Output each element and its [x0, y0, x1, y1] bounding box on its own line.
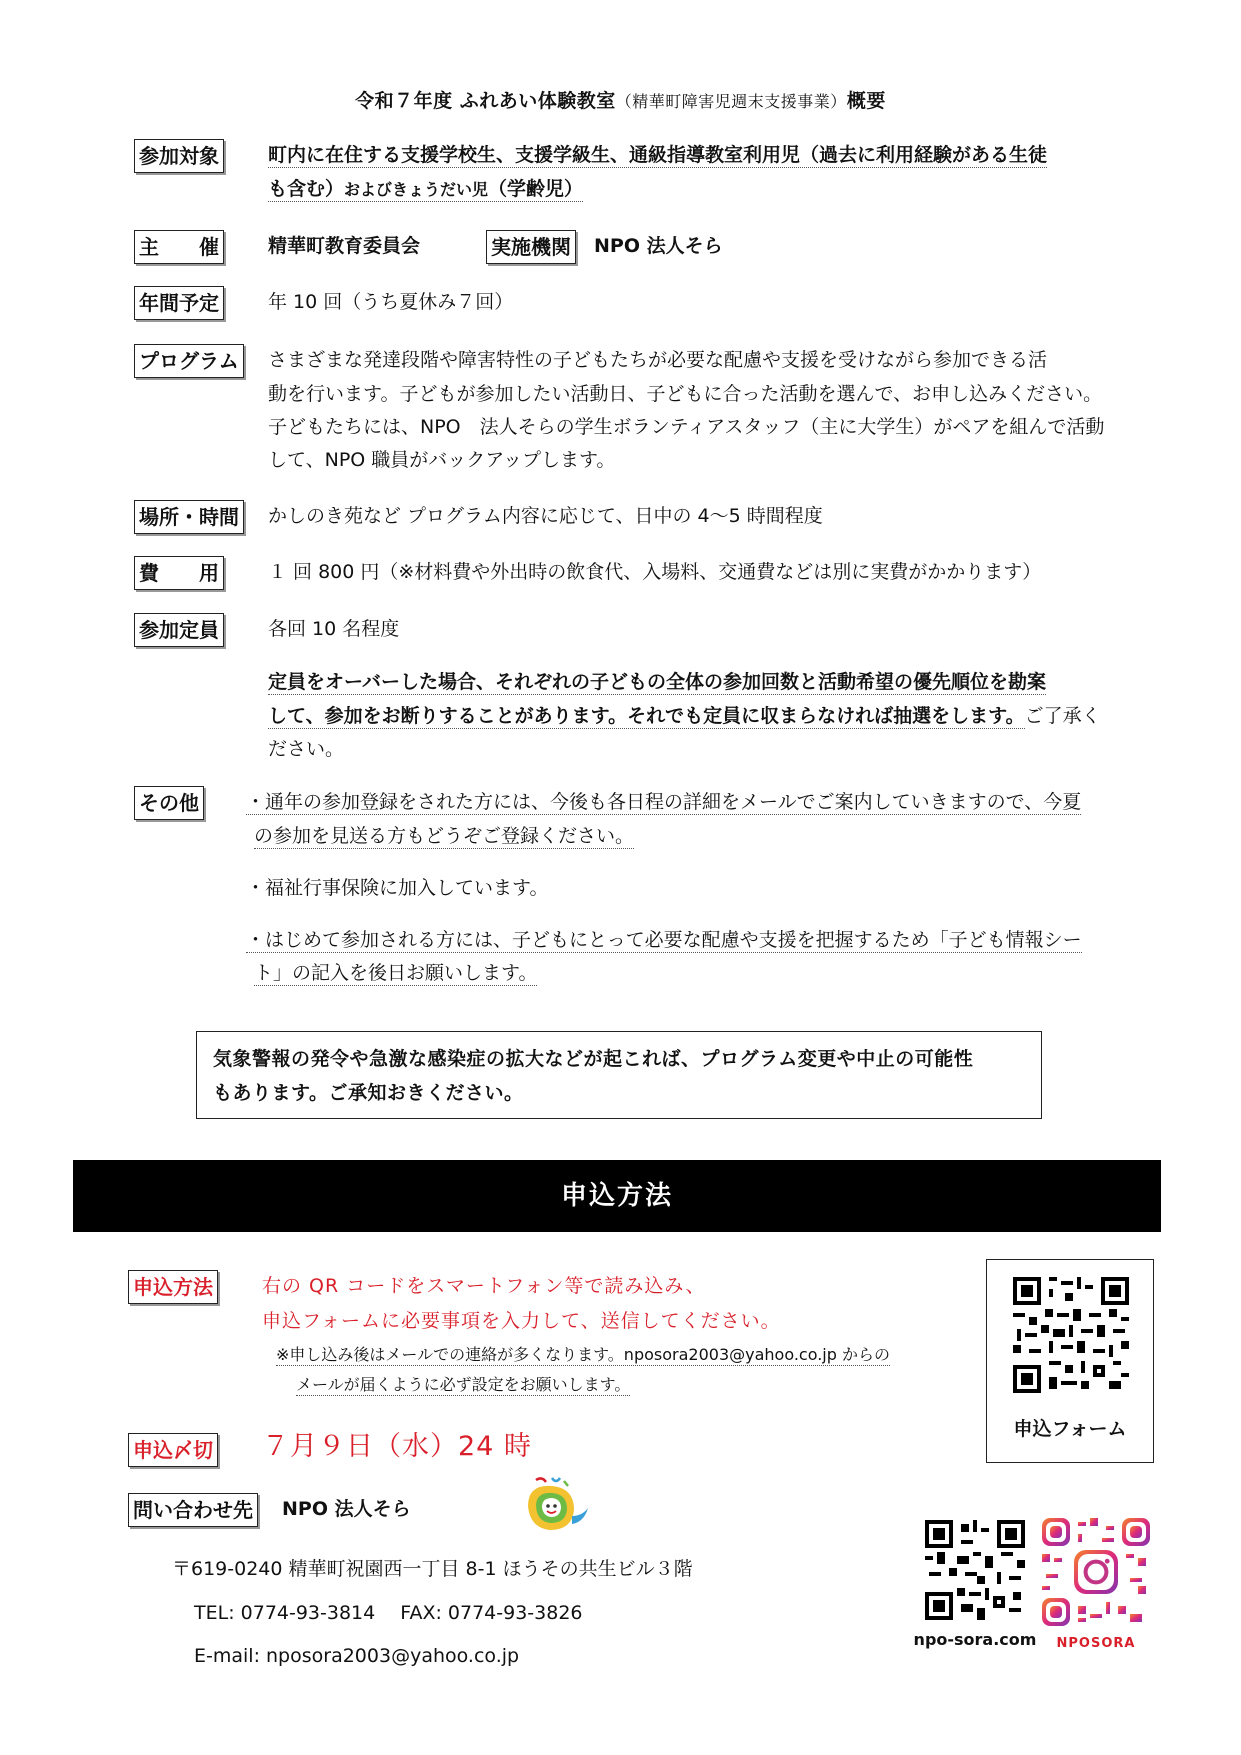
- application-qr-code[interactable]: [1013, 1277, 1129, 1393]
- title-suffix: 概要: [846, 90, 886, 112]
- organizer-value: NPO 法人そら: [594, 235, 723, 257]
- other-item1-line1: ・通年の参加登録をされた方には、今後も各日程の詳細をメールでご案内していきますので、今夏: [246, 791, 1082, 813]
- program-line4: して、NPO 職員がバックアップします。: [268, 449, 616, 471]
- apply-line2: 申込フォームに必要事項を入力して、送信してください。: [262, 1310, 781, 1332]
- label-capacity: 参加定員: [134, 613, 224, 647]
- target-line2: も含む）およびきょうだい児（学齢児）: [268, 178, 584, 200]
- website-qr-code[interactable]: [925, 1520, 1025, 1620]
- notice-line1: 気象警報の発令や急激な感染症の拡大などが起これば、プログラム変更や中止の可能性: [213, 1048, 974, 1070]
- apply-line1: 右の QR コードをスマートフォン等で読み込み、: [262, 1275, 706, 1297]
- application-banner: 申込方法: [73, 1160, 1161, 1232]
- capacity-note-line1: 定員をオーバーした場合、それぞれの子どもの全体の参加回数と活動希望の優先順位を勘案: [268, 671, 1047, 693]
- website-caption: npo-sora.com: [913, 1630, 1037, 1649]
- host-value: 精華町教育委員会: [268, 235, 421, 257]
- label-cost: 費 用: [134, 556, 224, 590]
- apply-note-line1: ※申し込み後はメールでの連絡が多くなります。nposora2003@yahoo.co.jp からの: [276, 1345, 890, 1364]
- other-item3-line1: ・はじめて参加される方には、子どもにとって必要な配慮や支援を把握するため「子ども情報シー: [246, 929, 1082, 951]
- label-host: 主 催: [134, 230, 224, 264]
- program-line1: さまざまな発達段階や障害特性の子どもたちが必要な配慮や支援を受けながら参加できる活: [268, 349, 1048, 371]
- page-title: [0, 86, 1241, 113]
- application-form-qr-box[interactable]: [986, 1259, 1154, 1463]
- weather-notice-box: [196, 1031, 1042, 1119]
- label-apply-method: 申込方法: [128, 1270, 218, 1304]
- place-time-value: かしのき苑など プログラム内容に応じて、日中の 4～5 時間程度: [268, 505, 823, 527]
- contact-email: E-mail: nposora2003@yahoo.co.jp: [194, 1645, 520, 1667]
- label-place-time: 場所・時間: [134, 500, 244, 534]
- label-target: 参加対象: [134, 139, 224, 173]
- npo-sora-logo: [522, 1476, 592, 1540]
- contact-tel-fax: TEL: 0774-93-3814 FAX: 0774-93-3826: [194, 1602, 583, 1624]
- contact-address: 〒619-0240 精華町祝園西一丁目 8-1 ほうその共生ビル３階: [172, 1558, 693, 1580]
- instagram-caption: NPOSORA: [1056, 1636, 1136, 1651]
- program-line3: 子どもたちには、NPO 法人そらの学生ボランティアスタッフ（主に大学生）がペアを組んで活動: [268, 416, 1105, 438]
- label-deadline: 申込〆切: [128, 1433, 218, 1467]
- target-line1: 町内に在住する支援学校生、支援学級生、通級指導教室利用児（過去に利用経験がある生徒: [268, 144, 1048, 166]
- label-contact: 問い合わせ先: [128, 1493, 258, 1527]
- cost-value: １ 回 800 円（※材料費や外出時の飲食代、入場料、交通費などは別に実費がかかります）: [268, 561, 1042, 583]
- apply-note-line2: メールが届くように必ず設定をお願いします。: [296, 1375, 631, 1394]
- notice-line2: もあります。ご承知おきください。: [213, 1082, 524, 1104]
- other-item2: ・福祉行事保険に加入しています。: [246, 877, 549, 899]
- capacity-note-line3: ださい。: [268, 738, 345, 760]
- other-item1-line2: の参加を見送る方もどうぞご登録ください。: [254, 825, 635, 847]
- title-main: 令和７年度 ふれあい体験教室: [355, 90, 616, 112]
- contact-org: NPO 法人そら: [282, 1498, 411, 1520]
- label-other: その他: [134, 786, 204, 820]
- capacity-note-line2: して、参加をお断りすることがあります。それでも定員に収まらなければ抽選をします。ご了承く: [268, 705, 1101, 727]
- label-schedule: 年間予定: [134, 286, 224, 320]
- capacity-value: 各回 10 名程度: [268, 618, 400, 640]
- title-sub: （精華町障害児週末支援事業）: [615, 92, 847, 111]
- instagram-qr-code[interactable]: [1042, 1518, 1150, 1626]
- deadline-value: ７月９日（水）24 時: [262, 1431, 532, 1462]
- schedule-value: 年 10 回（うち夏休み７回）: [268, 291, 514, 313]
- label-program: プログラム: [134, 344, 244, 378]
- qr-caption: 申込フォーム: [1013, 1418, 1127, 1440]
- other-item3-line2: ト」の記入を後日お願いします。: [254, 962, 538, 984]
- program-line2: 動を行います。子どもが参加したい活動日、子どもに合った活動を選んで、お申し込みください。: [268, 383, 1103, 405]
- label-organizer: 実施機関: [486, 230, 576, 264]
